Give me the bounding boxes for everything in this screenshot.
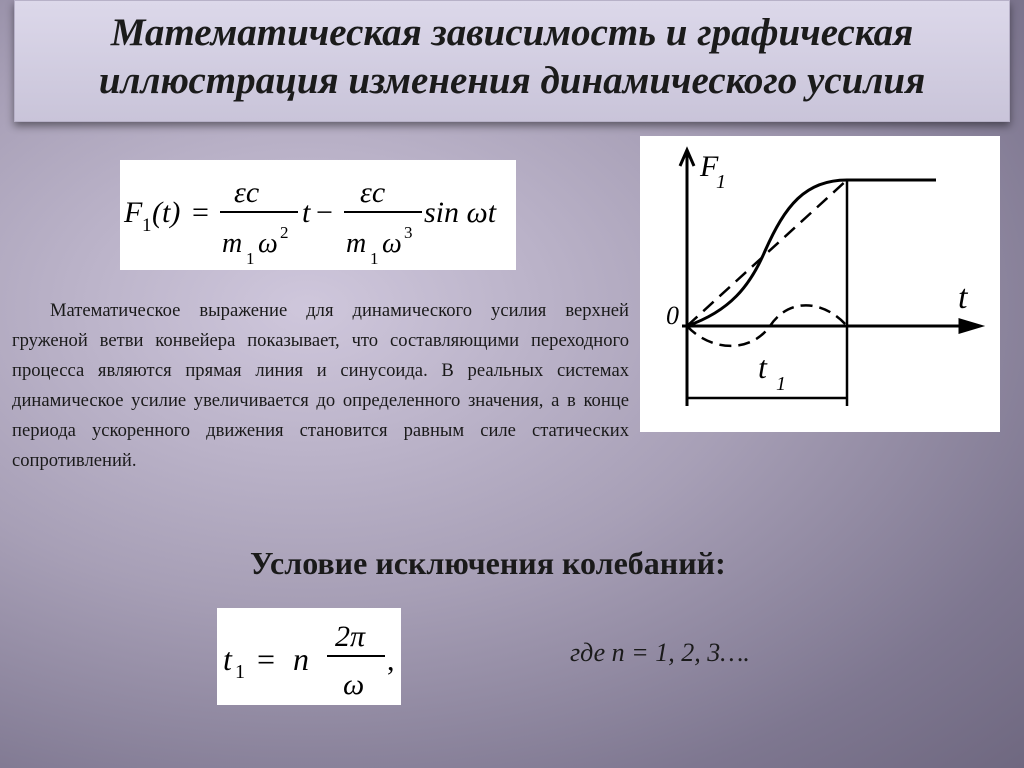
cond-eq: = — [257, 641, 276, 677]
origin-label: 0 — [666, 301, 679, 330]
formula-mid-t: t — [302, 196, 311, 229]
y-axis-sub: 1 — [716, 171, 726, 193]
condition-formula — [217, 608, 401, 705]
cond-lhs-sub: 1 — [235, 661, 245, 683]
fraction2-den-sub: 1 — [370, 249, 379, 268]
x-axis-arrow — [960, 320, 980, 332]
fraction1-den-pow: 2 — [280, 223, 289, 242]
cond-numerator: 2π — [335, 620, 366, 653]
formula-lhs: F — [124, 196, 143, 229]
slide-title: Математическая зависимость и графическая иллюстрация изменения динамического усилия — [98, 11, 926, 102]
x-axis-label: t — [958, 279, 968, 316]
formula-lhs-sub: 1 — [142, 215, 152, 236]
cond-denominator: ω — [343, 668, 365, 701]
cond-n: n — [293, 641, 309, 677]
formula-lhs-arg: (t) — [152, 196, 181, 229]
linear-component — [687, 180, 847, 326]
t1-label: t — [758, 349, 767, 385]
fraction2-den-pow: 3 — [404, 223, 413, 242]
force-graph — [640, 136, 1000, 432]
fraction1-den-sub: 1 — [246, 249, 255, 268]
condition-heading: Условие исключения колебаний: — [250, 545, 726, 581]
fraction2-numerator: εc — [360, 176, 386, 209]
force-curve — [687, 180, 936, 326]
formula-eq: = — [192, 196, 209, 229]
where-note: где n = 1, 2, 3…. — [570, 638, 750, 667]
body-paragraph: Математическое выражение для динамического усилия верхней груженой ветви конвейера показывает, что составляющими переходного процесса являются прямая линия и синусоида. В реальных системах динамическое усилие увеличивается до определенного значения, а в конце периода ускоренного движения становится равным силе статических сопротивлений. — [12, 300, 629, 471]
formula-minus: − — [316, 196, 333, 229]
cond-lhs: t — [223, 641, 232, 677]
fraction1-den-omega: ω — [258, 228, 278, 259]
t1-sub: 1 — [776, 373, 786, 395]
fraction2-den-m: m — [346, 228, 367, 259]
cond-comma: , — [387, 644, 395, 677]
title-bar — [14, 0, 1010, 122]
fraction1-numerator: εc — [234, 176, 260, 209]
formula-tail: sin ωt — [424, 196, 497, 229]
fraction2-den-omega: ω — [382, 228, 402, 259]
fraction1-den-m: m — [222, 228, 243, 259]
main-formula — [120, 160, 516, 270]
y-axis-label: F — [700, 150, 719, 183]
